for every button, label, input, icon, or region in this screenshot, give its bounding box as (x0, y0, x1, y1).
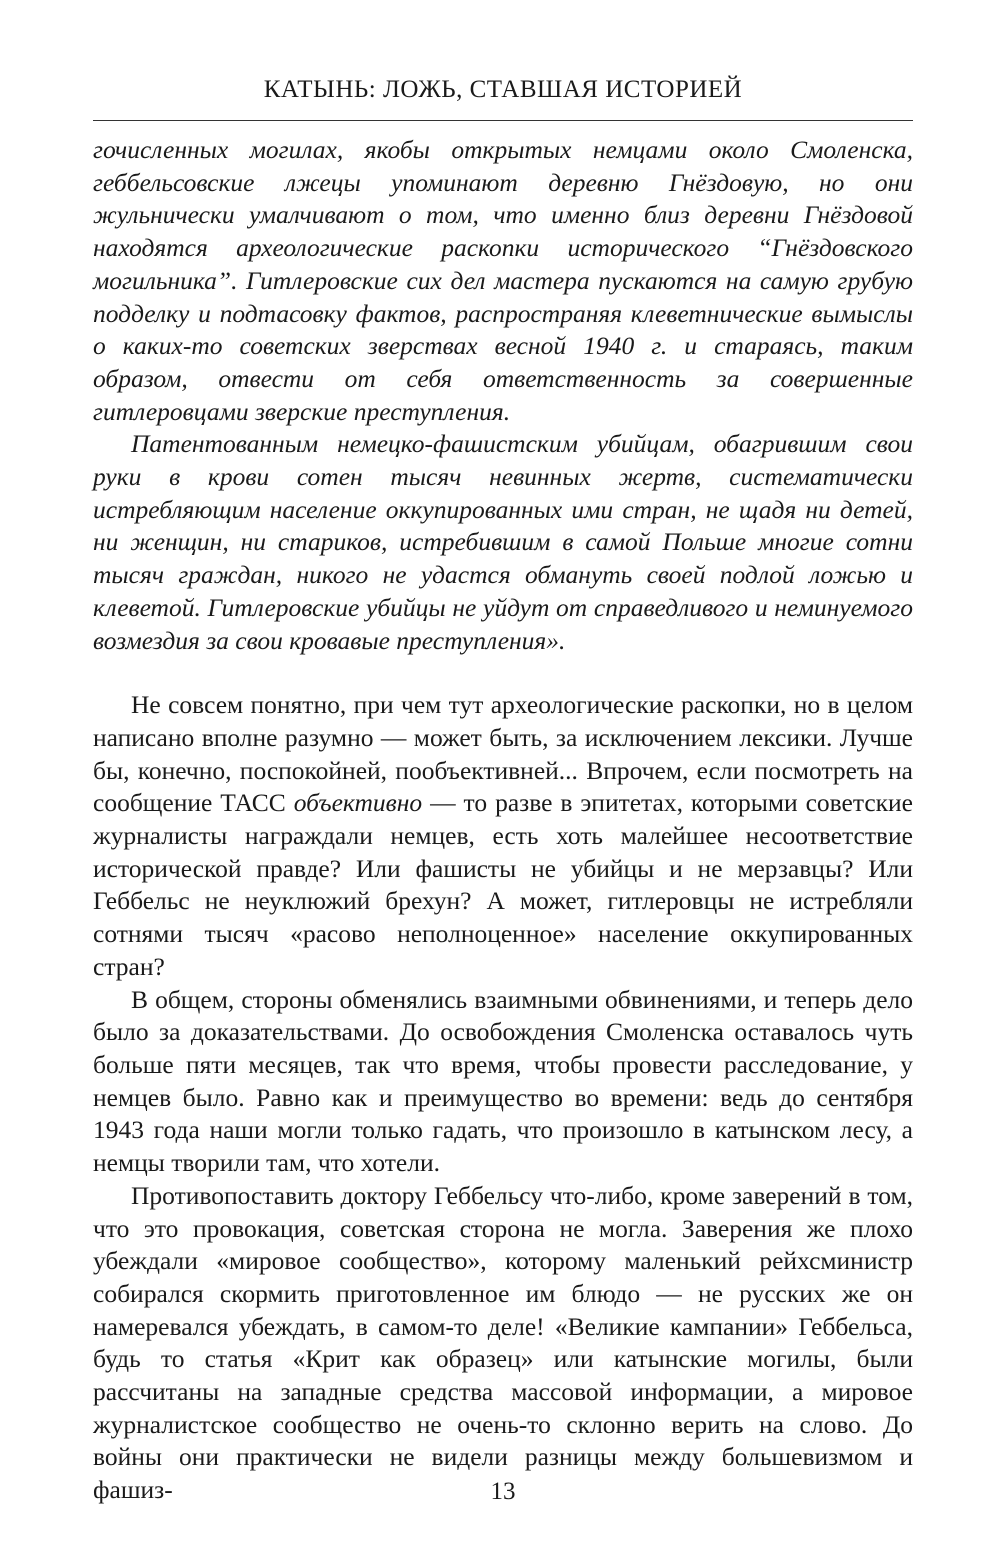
header-rule (93, 120, 913, 121)
running-head: КАТЫНЬ: ЛОЖЬ, СТАВШАЯ ИСТОРИЕЙ (263, 76, 743, 103)
main-paragraph-1-start: Не совсем понятно, при чем тут археологические раскопки, но в целом написано вполне разумно — может быть, за исключением лексики. Лучше бы, конечно, поспокойней, пообъективней... Впрочем, если посмотреть на сообщение ТАСС (93, 690, 913, 818)
main-paragraph-3: Противопоставить доктору Геббельсу что-либо, кроме заверений в том, что это провокация, советская сторона не могла. Заверения же плохо убеждали «мировое сообщество», которому маленький рейхсминистр собирался скормить приготовленное им блюдо — не русских же он намеревался убеждать, в самом-то деле! «Великие кампании» Геббельса, будь то статья «Крит как образец» или катынские могилы, были рассчитаны на западные средства массовой информации, а мировое журналистское сообщество не очень-то склонно верить на слово. До войны они практически не видели разницы между большевизмом и фашиз- (93, 1180, 913, 1505)
book-page (93, 0, 913, 1565)
main-paragraph-1 (93, 689, 913, 983)
quote-paragraph-1: гочисленных могилах, якобы открытых немцами около Смоленска, геббельсовские лжецы упоминают деревню Гнёздовую, но они жульнически умалчивают о том, что именно близ деревни Гнёздовой находятся археологические раскопки исторического “Гнёздовского могильника”. Гитлеровские сих дел мастера пускаются на самую грубую подделку и подтасовку фактов, распространяя клеветнические вымыслы о каких-то советских зверствах весной 1940 г. и стараясь, таким образом, отвести от себя ответственность за совершенные гитлеровцами зверские преступления. (93, 135, 913, 426)
main-paragraph-1-emphasis: объективно (293, 788, 423, 818)
main-paragraph-1-end: — то разве в эпитетах, которыми советские журналисты награждали немцев, есть хоть малейшее несоответствие исторической правде? Или фашисты не убийцы и не мерзавцы? Или Геббельс не неуклюжий брехун? А может, гитлеровцы не истребляли сотнями тысяч «расово неполноценное» население оккупированных стран? (93, 788, 914, 981)
main-paragraph-2: В общем, стороны обменялись взаимными обвинениями, и теперь дело было за доказательствами. До освобождения Смоленска оставалось чуть больше пяти месяцев, так что время, чтобы провести расследование, у немцев было. Равно как и преимущество во времени: ведь до сентября 1943 года наши могли только гадать, что произошло в катынском лесу, а немцы творили там, что хотели. (93, 984, 913, 1178)
paragraph-gap (93, 657, 913, 689)
quote-paragraph-2: Патентованным немецко-фашистским убийцам, обагрившим свои руки в крови сотен тысяч невинных жертв, систематически истребляющим население оккупированных ими стран, не щадя ни детей, ни женщин, ни стариков, истребившим в самой Польше многие сотни тысяч граждан, никого не удастся обмануть своей подлой ложью и клеветой. Гитлеровские убийцы не уйдут от справедливого и неминуемого возмездия за свои кровавые преступления». (93, 429, 913, 655)
page-body (93, 134, 913, 1507)
quoted-block (93, 134, 913, 657)
page-number: 13 (490, 1478, 516, 1505)
